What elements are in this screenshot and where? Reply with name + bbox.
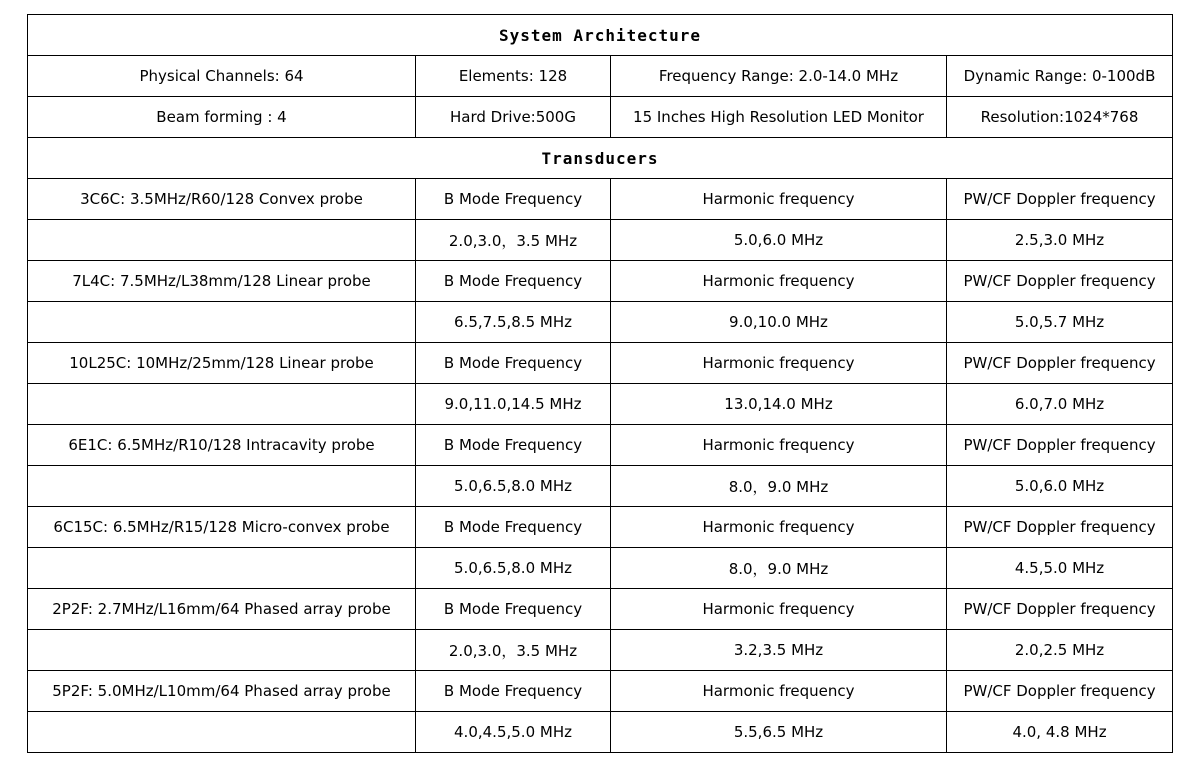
- probe-name: 7L4C: 7.5MHz/L38mm/128 Linear probe: [28, 261, 416, 302]
- spec-hard-drive: Hard Drive:500G: [416, 97, 611, 138]
- probe-values-row: [28, 630, 1173, 671]
- doppler-label: PW/CF Doppler frequency: [947, 425, 1173, 466]
- probe-header-row: [28, 507, 1173, 548]
- b-mode-value: 9.0,11.0,14.5 MHz: [416, 384, 611, 425]
- system-spec-row: [28, 56, 1173, 97]
- doppler-label: PW/CF Doppler frequency: [947, 179, 1173, 220]
- spec-table-body: [28, 15, 1173, 753]
- b-mode-label: B Mode Frequency: [416, 507, 611, 548]
- spec-resolution: Resolution:1024*768: [947, 97, 1173, 138]
- harmonic-label: Harmonic frequency: [611, 425, 947, 466]
- harmonic-value: 8.0，9.0 MHz: [611, 466, 947, 507]
- probe-name: 6C15C: 6.5MHz/R15/128 Micro-convex probe: [28, 507, 416, 548]
- harmonic-value: 13.0,14.0 MHz: [611, 384, 947, 425]
- b-mode-label: B Mode Frequency: [416, 343, 611, 384]
- harmonic-label: Harmonic frequency: [611, 671, 947, 712]
- harmonic-value: 8.0，9.0 MHz: [611, 548, 947, 589]
- probe-header-row: [28, 671, 1173, 712]
- spec-elements: Elements: 128: [416, 56, 611, 97]
- harmonic-label: Harmonic frequency: [611, 343, 947, 384]
- empty-cell: [28, 220, 416, 261]
- probe-header-row: [28, 261, 1173, 302]
- doppler-label: PW/CF Doppler frequency: [947, 343, 1173, 384]
- b-mode-value: 2.0,3.0，3.5 MHz: [416, 220, 611, 261]
- doppler-value: 4.0, 4.8 MHz: [947, 712, 1173, 753]
- b-mode-value: 5.0,6.5,8.0 MHz: [416, 548, 611, 589]
- empty-cell: [28, 712, 416, 753]
- probe-values-row: [28, 466, 1173, 507]
- doppler-label: PW/CF Doppler frequency: [947, 589, 1173, 630]
- doppler-value: 4.5,5.0 MHz: [947, 548, 1173, 589]
- harmonic-label: Harmonic frequency: [611, 179, 947, 220]
- b-mode-label: B Mode Frequency: [416, 671, 611, 712]
- harmonic-value: 3.2,3.5 MHz: [611, 630, 947, 671]
- spec-monitor: 15 Inches High Resolution LED Monitor: [611, 97, 947, 138]
- harmonic-label: Harmonic frequency: [611, 507, 947, 548]
- spec-frequency-range: Frequency Range: 2.0-14.0 MHz: [611, 56, 947, 97]
- probe-values-row: [28, 220, 1173, 261]
- harmonic-value: 5.5,6.5 MHz: [611, 712, 947, 753]
- transducers-title-row: [28, 138, 1173, 179]
- probe-name: 3C6C: 3.5MHz/R60/128 Convex probe: [28, 179, 416, 220]
- empty-cell: [28, 302, 416, 343]
- probe-name: 2P2F: 2.7MHz/L16mm/64 Phased array probe: [28, 589, 416, 630]
- system-architecture-title: System Architecture: [28, 15, 1173, 56]
- empty-cell: [28, 466, 416, 507]
- empty-cell: [28, 630, 416, 671]
- probe-values-row: [28, 712, 1173, 753]
- doppler-value: 2.0,2.5 MHz: [947, 630, 1173, 671]
- b-mode-value: 6.5,7.5,8.5 MHz: [416, 302, 611, 343]
- spec-table: [27, 14, 1173, 753]
- probe-name: 5P2F: 5.0MHz/L10mm/64 Phased array probe: [28, 671, 416, 712]
- probe-values-row: [28, 548, 1173, 589]
- spec-dynamic-range: Dynamic Range: 0-100dB: [947, 56, 1173, 97]
- probe-values-row: [28, 302, 1173, 343]
- system-architecture-title-row: [28, 15, 1173, 56]
- probe-header-row: [28, 343, 1173, 384]
- doppler-label: PW/CF Doppler frequency: [947, 671, 1173, 712]
- doppler-label: PW/CF Doppler frequency: [947, 507, 1173, 548]
- b-mode-value: 2.0,3.0，3.5 MHz: [416, 630, 611, 671]
- spec-beam-forming: Beam forming : 4: [28, 97, 416, 138]
- harmonic-label: Harmonic frequency: [611, 261, 947, 302]
- probe-header-row: [28, 425, 1173, 466]
- spec-physical-channels: Physical Channels: 64: [28, 56, 416, 97]
- doppler-value: 6.0,7.0 MHz: [947, 384, 1173, 425]
- doppler-label: PW/CF Doppler frequency: [947, 261, 1173, 302]
- b-mode-value: 4.0,4.5,5.0 MHz: [416, 712, 611, 753]
- harmonic-value: 5.0,6.0 MHz: [611, 220, 947, 261]
- b-mode-label: B Mode Frequency: [416, 261, 611, 302]
- transducers-title: Transducers: [28, 138, 1173, 179]
- b-mode-label: B Mode Frequency: [416, 425, 611, 466]
- probe-values-row: [28, 384, 1173, 425]
- doppler-value: 5.0,6.0 MHz: [947, 466, 1173, 507]
- probe-name: 6E1C: 6.5MHz/R10/128 Intracavity probe: [28, 425, 416, 466]
- probe-header-row: [28, 179, 1173, 220]
- system-spec-row: [28, 97, 1173, 138]
- doppler-value: 2.5,3.0 MHz: [947, 220, 1173, 261]
- probe-name: 10L25C: 10MHz/25mm/128 Linear probe: [28, 343, 416, 384]
- doppler-value: 5.0,5.7 MHz: [947, 302, 1173, 343]
- probe-header-row: [28, 589, 1173, 630]
- b-mode-value: 5.0,6.5,8.0 MHz: [416, 466, 611, 507]
- harmonic-value: 9.0,10.0 MHz: [611, 302, 947, 343]
- b-mode-label: B Mode Frequency: [416, 589, 611, 630]
- empty-cell: [28, 384, 416, 425]
- empty-cell: [28, 548, 416, 589]
- b-mode-label: B Mode Frequency: [416, 179, 611, 220]
- harmonic-label: Harmonic frequency: [611, 589, 947, 630]
